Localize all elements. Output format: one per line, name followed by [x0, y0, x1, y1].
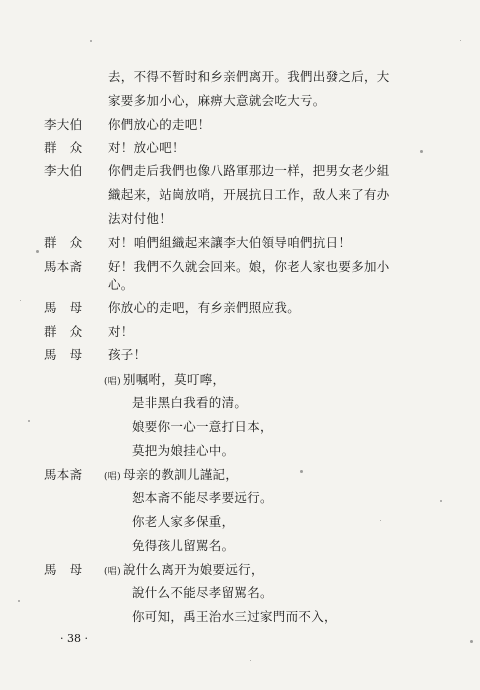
sing-marker: (唱): [104, 377, 121, 387]
speaker-name: 馬 母: [44, 562, 83, 577]
line-text: 恕本斋不能尽孝要远行。: [132, 490, 273, 505]
sung-line: [104, 372, 225, 390]
line-text: 别嘱咐，莫叮嚀，: [122, 372, 226, 387]
speaker-name: 馬本斋: [44, 259, 83, 274]
page-number: · 38 ·: [60, 632, 88, 645]
dialogue-line: [108, 347, 146, 363]
line-text: 是非黑白我看的清。: [132, 395, 248, 410]
line-text: 对！: [108, 324, 134, 339]
line-text: 心。: [108, 277, 134, 292]
sung-line: [132, 490, 273, 506]
line-text: 你老人家多保重，: [132, 514, 235, 529]
dialogue-line: [108, 117, 210, 133]
sung-line: [132, 395, 247, 411]
speaker-name: 李大伯: [44, 117, 83, 132]
print-speck: [470, 640, 473, 643]
print-speck: [28, 420, 30, 422]
line-text: 說什么离开为娘要远行，: [122, 562, 264, 577]
print-speck: [380, 520, 381, 521]
line-text: 好！我們不久就会回来。娘，你老人家也要多加小: [108, 259, 390, 274]
speaker-name: 馬本斋: [44, 467, 83, 482]
dialogue-line: [108, 163, 390, 179]
dialogue-line: [108, 277, 134, 293]
line-text: 去，不得不暂时和乡亲們离开。我們出發之后，大: [108, 69, 390, 84]
print-speck: [420, 150, 423, 153]
line-text: 母亲的教訓儿謹記，: [122, 467, 239, 482]
speaker-name: 馬 母: [44, 300, 83, 315]
sung-line: [104, 467, 238, 485]
sing-marker: (唱): [104, 567, 121, 577]
line-text: 孩子！: [108, 347, 147, 362]
sung-line: [132, 609, 337, 625]
line-text: 法对付他！: [108, 211, 173, 226]
line-text: 你放心的走吧，有乡亲們照应我。: [108, 300, 301, 315]
dialogue-line: [108, 235, 351, 251]
speaker-name: 馬 母: [44, 347, 83, 362]
line-text: 对！放心吧！: [108, 140, 185, 155]
sung-line: [132, 538, 234, 554]
print-speck: [90, 40, 92, 42]
line-text: 对！咱們組織起来讓李大伯領导咱們抗日！: [108, 235, 352, 250]
dialogue-line: [108, 259, 390, 275]
line-text: 你們走后我們也像八路軍那边一样，把男女老少組: [108, 163, 390, 178]
print-speck: [300, 470, 303, 473]
print-speck: [250, 660, 251, 661]
dialogue-line: [108, 187, 390, 203]
dialogue-line: [108, 300, 300, 316]
sing-marker: (唱): [104, 472, 121, 482]
print-speck: [18, 600, 20, 602]
sung-line: [132, 514, 234, 530]
dialogue-line: [108, 93, 326, 109]
line-text: 家要多加小心，麻痹大意就会吃大亏。: [108, 93, 326, 108]
print-speck: [36, 250, 39, 253]
sung-line: [132, 585, 273, 601]
line-text: 你可知，禹王治水三过家門而不入，: [132, 609, 337, 624]
speaker-name: 李大伯: [44, 163, 83, 178]
sung-line: [104, 562, 264, 580]
speaker-name: 群 众: [44, 140, 83, 155]
dialogue-line: [108, 211, 172, 227]
line-text: 說什么不能尽孝留駡名。: [132, 585, 273, 600]
dialogue-line: [108, 324, 134, 340]
print-speck: [440, 500, 442, 502]
speaker-name: 群 众: [44, 324, 83, 339]
dialogue-line: [108, 140, 185, 156]
line-text: 織起来，站崗放哨，开展抗日工作，敌人来了有办: [108, 187, 390, 202]
dialogue-line: [108, 69, 390, 85]
sung-line: [132, 419, 273, 435]
line-text: 你們放心的走吧！: [108, 117, 211, 132]
speaker-name: 群 众: [44, 235, 83, 250]
line-text: 莫把为娘挂心中。: [132, 443, 235, 458]
print-speck: [460, 40, 461, 41]
line-text: 娘要你一心一意打日本，: [132, 419, 273, 434]
sung-line: [132, 443, 234, 459]
line-text: 免得孩儿留駡名。: [132, 538, 235, 553]
print-speck: [20, 300, 21, 301]
